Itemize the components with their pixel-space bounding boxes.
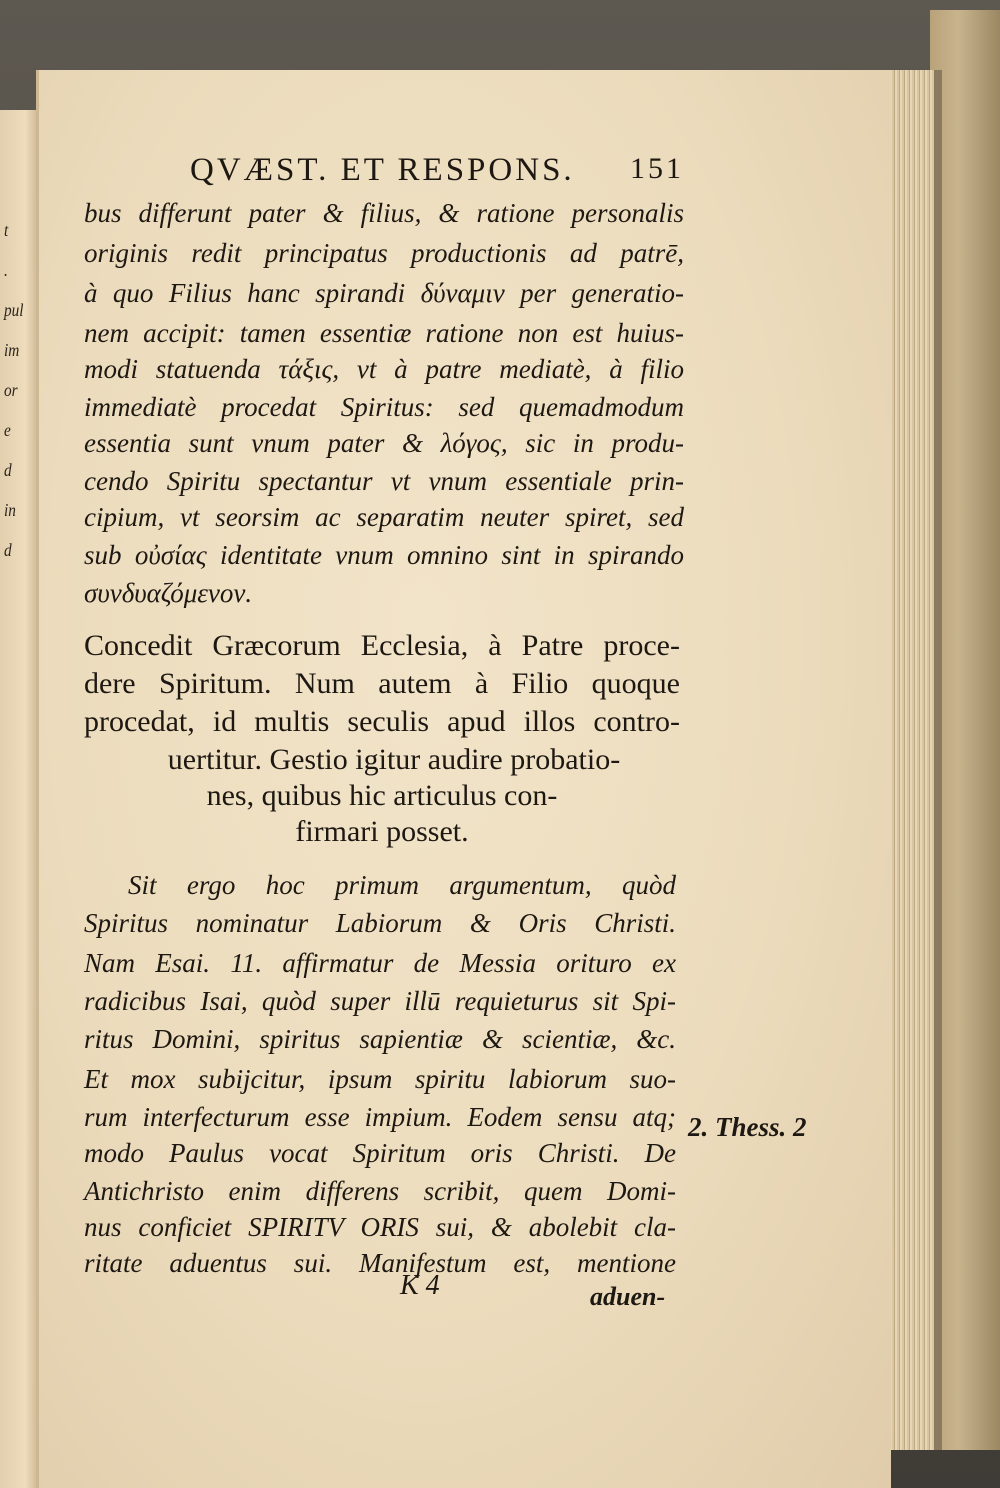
margin-reference: 2. Thess. 2 xyxy=(688,1112,807,1142)
text-line: essentia sunt vnum pater & λόγος, sic in produ- xyxy=(84,428,684,458)
running-header xyxy=(190,152,690,196)
text-line: radicibus Isai, quòd super illū requieturus sit Spi- xyxy=(84,986,676,1016)
text-line: uertitur. Gestio igitur audire probatio- xyxy=(167,743,621,776)
running-title: QVÆST. ET RESPONS. xyxy=(190,152,575,188)
text-line: Concedit Græcorum Ecclesia, à Patre proce- xyxy=(84,629,680,662)
text-line: rum interfecturum esse impium. Eodem sensu atq; xyxy=(84,1102,676,1132)
text-line: firmari posset. xyxy=(295,815,469,848)
text-line: à quo Filius hanc spirandi δύναμιν per generatio- xyxy=(84,278,684,308)
text-line: Antichristo enim differens scribit, quem Domi- xyxy=(84,1176,676,1206)
text-line: bus differunt pater & filius, & ratione personalis xyxy=(84,198,684,228)
text-line: Sit ergo hoc primum argumentum, quòd xyxy=(128,870,676,900)
text-line: modo Paulus vocat Spiritum oris Christi. De xyxy=(84,1138,676,1168)
left-fragment: d xyxy=(4,540,12,560)
text-line: cendo Spiritu spectantur vt vnum essentiale prin- xyxy=(84,466,684,496)
text-line: συνδυαζόμενον. xyxy=(84,578,253,608)
left-fragment: d xyxy=(4,460,12,480)
text-line: ritus Domini, spiritus sapientiæ & scientiæ, &c. xyxy=(84,1024,676,1054)
left-fragment: t xyxy=(4,220,9,240)
signature-mark: K 4 xyxy=(400,1270,440,1301)
text-line: modi statuenda τάξις, vt à patre mediatè, à filio xyxy=(84,354,684,384)
left-fragment: pul xyxy=(4,300,24,320)
text-line: cipium, vt seorsim ac separatim neuter spiret, sed xyxy=(84,502,684,532)
text-line: ritate aduentus sui. Manifestum est, mentione xyxy=(84,1248,676,1278)
text-line: nes, quibus hic articulus con- xyxy=(206,779,558,812)
text-line: nus conficiet SPIRITV ORIS sui, & abolebit cla- xyxy=(84,1212,676,1242)
left-fragment: . xyxy=(4,260,8,280)
text-line: sub οὐσίας identitate vnum omnino sint in spirando xyxy=(84,540,684,570)
catchword: aduen- xyxy=(590,1282,666,1311)
page-number: 151 xyxy=(630,152,684,185)
left-fragment: im xyxy=(4,340,20,360)
text-line: Nam Esai. 11. affirmatur de Messia orituro ex xyxy=(84,948,676,978)
text-line: Et mox subijcitur, ipsum spiritu labiorum suo- xyxy=(84,1064,676,1094)
text-line: dere Spiritum. Num autem à Filio quoque xyxy=(84,667,680,700)
text-line: procedat, id multis seculis apud illos contro- xyxy=(84,705,680,738)
left-fragment: e xyxy=(4,420,11,440)
text-line: immediatè procedat Spiritus: sed quemadmodum xyxy=(84,392,684,422)
text-line: originis redit principatus productionis ad patrē, xyxy=(84,238,684,268)
left-fragment: or xyxy=(4,380,18,400)
text-line: nem accipit: tamen essentiæ ratione non est huius- xyxy=(84,318,684,348)
left-fragment: in xyxy=(4,500,16,520)
text-line: Spiritus nominatur Labiorum & Oris Christi. xyxy=(84,908,676,938)
